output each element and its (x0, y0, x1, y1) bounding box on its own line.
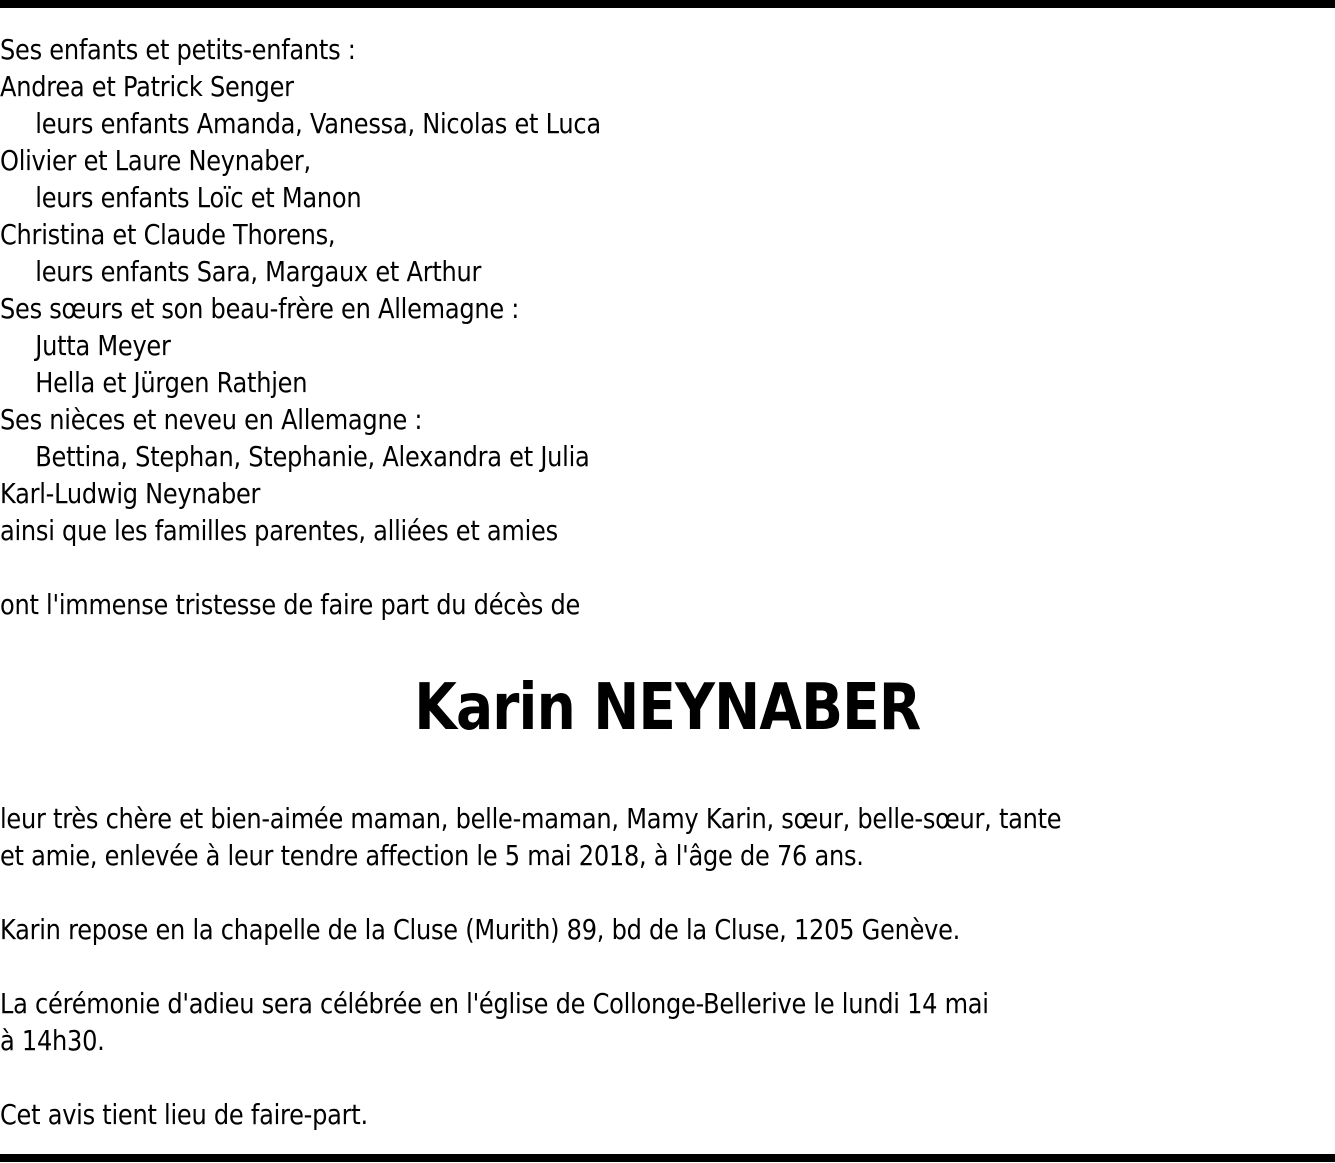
family-line-indented: Hella et Jürgen Rathjen (35, 366, 308, 399)
family-line-indented: Bettina, Stephan, Stephanie, Alexandra et Julia (35, 440, 590, 473)
family-line: ainsi que les familles parentes, alliées et amies (0, 514, 558, 547)
paragraph-line: La cérémonie d'adieu sera célébrée en l'église de Collonge-Bellerive le lundi 14 mai (0, 987, 989, 1020)
family-list (0, 31, 1324, 623)
paragraph-line: Karin repose en la chapelle de la Cluse (Murith) 89, bd de la Cluse, 1205 Genève. (0, 913, 961, 946)
paragraph-line: et amie, enlevée à leur tendre affection le 5 mai 2018, à l'âge de 76 ans. (0, 839, 864, 872)
family-heading-sisters: Ses sœurs et son beau-frère en Allemagne : (0, 292, 520, 325)
paragraph-rest-location (0, 911, 1324, 948)
family-line: Andrea et Patrick Senger (0, 70, 294, 103)
family-heading-nieces: Ses nièces et neveu en Allemagne : (0, 403, 423, 436)
paragraph-line: à 14h30. (0, 1024, 105, 1057)
family-line: Karl-Ludwig Neynaber (0, 477, 261, 510)
family-line-indented: Jutta Meyer (35, 329, 171, 362)
deceased-name (0, 668, 1335, 748)
family-line-indented: leurs enfants Sara, Margaux et Arthur (35, 255, 482, 288)
family-line-indented: leurs enfants Loïc et Manon (35, 181, 362, 214)
top-border-rule (0, 0, 1335, 8)
paragraph-closing (0, 1096, 1324, 1133)
family-line: Olivier et Laure Neynaber, (0, 144, 311, 177)
paragraph-description (0, 800, 1324, 874)
announcement-text: ont l'immense tristesse de faire part du décès de (0, 588, 581, 621)
deceased-name-text: Karin NEYNABER (414, 671, 921, 745)
paragraph-line: Cet avis tient lieu de faire-part. (0, 1098, 368, 1131)
paragraph-ceremony (0, 985, 1324, 1059)
paragraph-line: leur très chère et bien-aimée maman, belle-maman, Mamy Karin, sœur, belle-sœur, tante (0, 802, 1062, 835)
notice-body (0, 800, 1324, 1133)
family-heading-children: Ses enfants et petits-enfants : (0, 33, 356, 66)
family-line: Christina et Claude Thorens, (0, 218, 336, 251)
bottom-border-rule (0, 1154, 1335, 1162)
family-line-indented: leurs enfants Amanda, Vanessa, Nicolas et Luca (35, 107, 601, 140)
